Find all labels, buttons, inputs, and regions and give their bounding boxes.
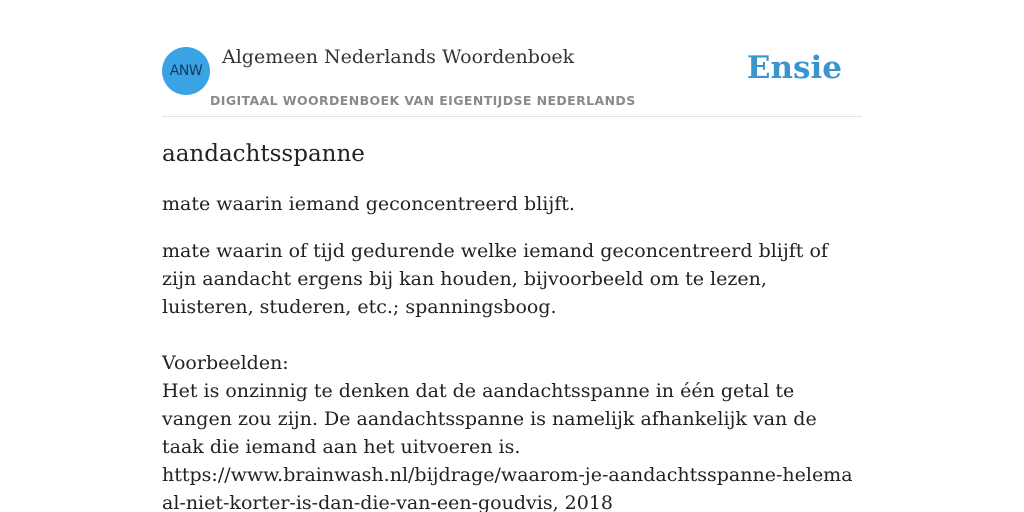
ensie-brand-logo[interactable]: Ensie: [746, 50, 842, 86]
short-definition: mate waarin iemand geconcentreerd blijft.: [162, 193, 575, 215]
entry-headword: aandachtsspanne: [162, 141, 365, 167]
example-text: Het is onzinnig te denken dat de aandachtsspanne in één getal te vangen zou zijn. De aandachtsspanne is namelijk afhankelijk van de taak die iemand aan het uitvoeren is.: [162, 380, 817, 458]
anw-logo[interactable]: [162, 47, 210, 95]
logo-text: ANW: [169, 63, 203, 79]
long-definition: mate waarin of tijd gedurende welke iemand geconcentreerd blijft of zijn aandacht ergens bij kan houden, bijvoorbeeld om te lezen, luisteren, studeren, etc.; spanningsboog.: [162, 240, 828, 318]
site-header: [162, 0, 862, 117]
entry-content: [162, 138, 862, 512]
example-source: https://www.brainwash.nl/bijdrage/waarom-je-aandachtsspanne-helemaal-niet-korter-is-dan-die-van-een-goudvis, 2018: [162, 464, 853, 512]
examples-heading: Voorbeelden:: [162, 352, 289, 374]
dictionary-title[interactable]: Algemeen Nederlands Woordenboek: [222, 46, 575, 68]
dictionary-subtitle: DIGITAAL WOORDENBOEK VAN EIGENTIJDSE NEDERLANDS: [210, 93, 636, 108]
